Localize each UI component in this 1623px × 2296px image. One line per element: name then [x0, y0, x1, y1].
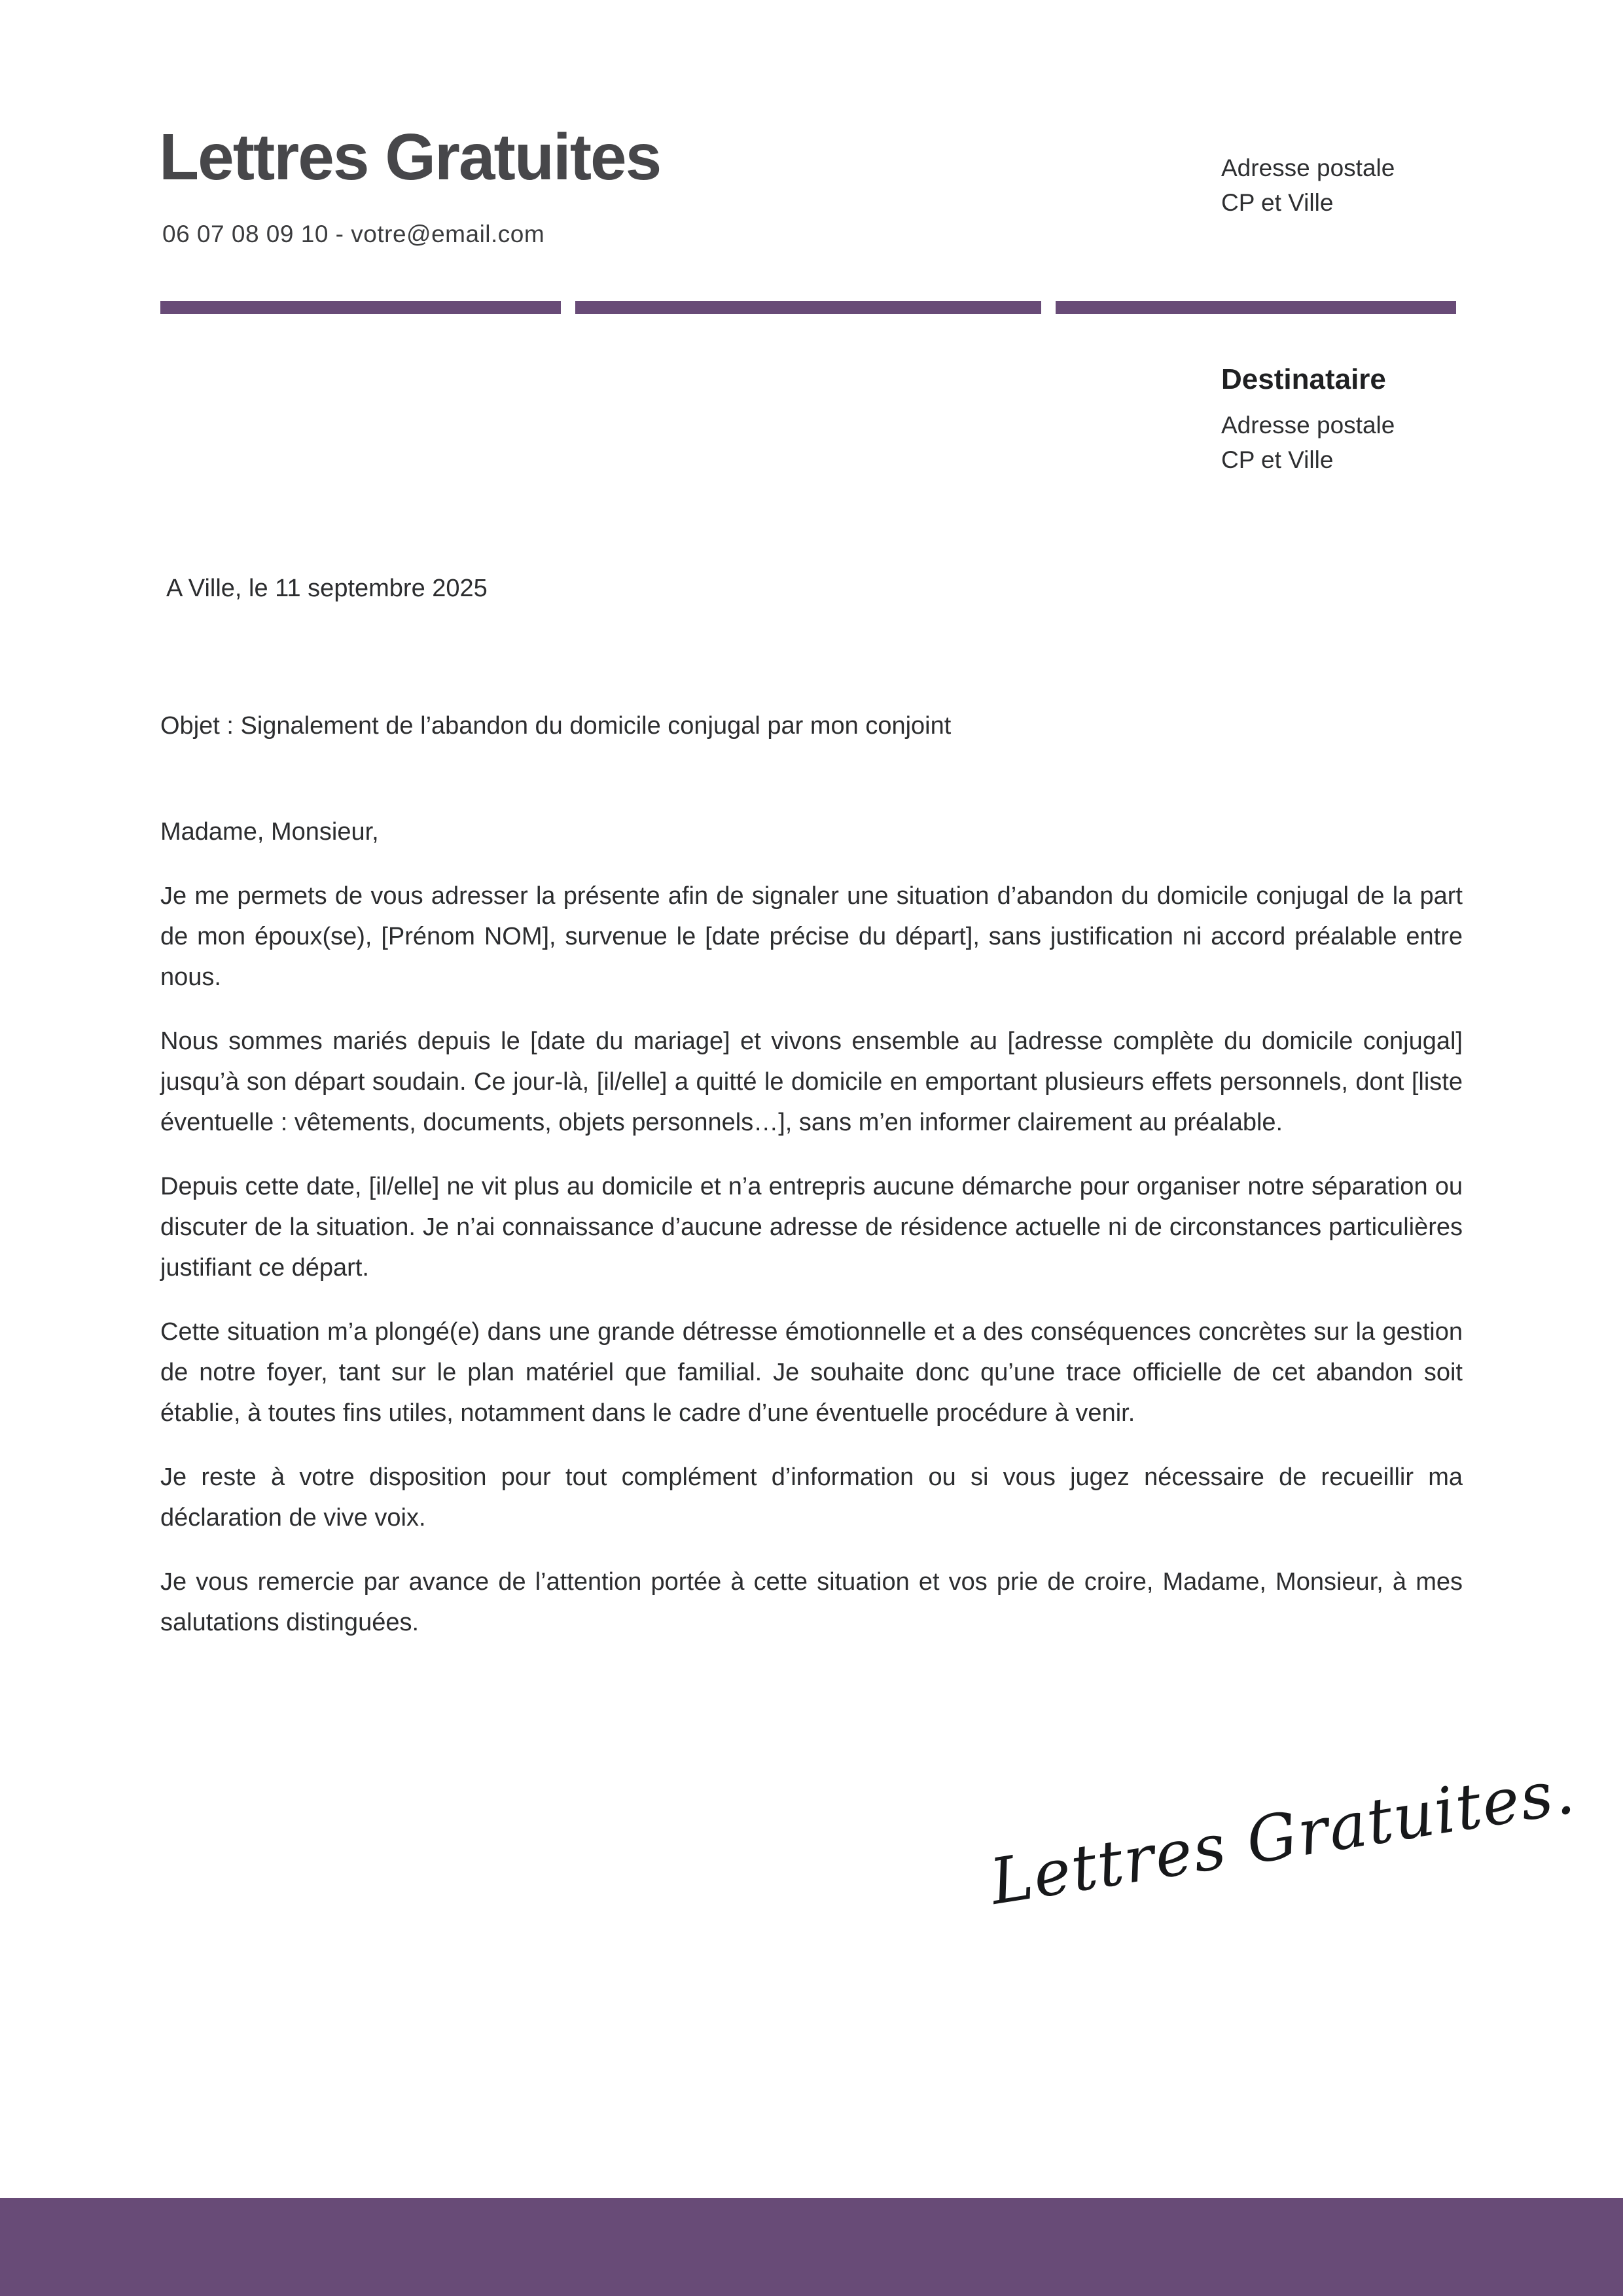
- recipient-heading: Destinataire: [1221, 363, 1386, 395]
- letter-body: [160, 812, 1463, 1666]
- body-paragraph: Je me permets de vous adresser la présente afin de signaler une situation d’abandon du domicile conjugal de la part de mon époux(se), [Prénom NOM], survenue le [date précise du départ], sans justification ni accord préalable entre nous.: [160, 882, 1463, 991]
- body-paragraph: Je vous remercie par avance de l’attention portée à cette situation et vos prie de croire, Madame, Monsieur, à mes salutations distinguées.: [160, 1568, 1463, 1636]
- divider-bar-1: [160, 301, 561, 314]
- header-divider: [160, 301, 1456, 314]
- divider-bar-3: [1056, 301, 1456, 314]
- footer-bar: [0, 2198, 1623, 2296]
- dateline: A Ville, le 11 septembre 2025: [166, 575, 488, 602]
- sender-address-line2: CP et Ville: [1221, 189, 1334, 216]
- recipient-address-line2: CP et Ville: [1221, 446, 1334, 473]
- body-paragraph: Nous sommes mariés depuis le [date du mariage] et vivons ensemble au [adresse complète du domicile conjugal] jusqu’à son départ soudain. Ce jour-là, [il/elle] a quitté le domicile en emportant plusieurs effets personnels, dont [liste éventuelle : vêtements, documents, objets personnels…], sans m’en informer clairement au préalable.: [160, 1028, 1463, 1136]
- recipient-block: [1221, 363, 1395, 477]
- sender-address-line1: Adresse postale: [1221, 154, 1395, 181]
- body-paragraph: Cette situation m’a plongé(e) dans une grande détresse émotionnelle et a des conséquences concrètes sur la gestion de notre foyer, tant sur le plan matériel que familial. Je souhaite donc qu’une trace officielle de cet abandon soit établie, à toutes fins utiles, notamment dans le cadre d’une éventuelle procédure à venir.: [160, 1318, 1463, 1427]
- sender-address-block: [1221, 151, 1395, 220]
- signature-script: Lettres Gratuites.: [985, 1754, 1580, 1919]
- brand-logo-text: Lettres Gratuites: [159, 120, 661, 194]
- body-paragraph: Depuis cette date, [il/elle] ne vit plus au domicile et n’a entrepris aucune démarche pour organiser notre séparation ou discuter de la situation. Je n’ai connaissance d’aucune adresse de résidence actuelle ni de circonstances particulières justifiant ce départ.: [160, 1173, 1463, 1282]
- divider-bar-2: [575, 301, 1041, 314]
- recipient-address-line1: Adresse postale: [1221, 412, 1395, 439]
- body-paragraph: Je reste à votre disposition pour tout complément d’information ou si vous jugez nécessaire de recueillir ma déclaration de vive voix.: [160, 1463, 1463, 1532]
- salutation: Madame, Monsieur,: [160, 818, 379, 846]
- brand-contact: 06 07 08 09 10 - votre@email.com: [162, 221, 545, 247]
- subject-line: Objet : Signalement de l’abandon du domicile conjugal par mon conjoint: [160, 712, 952, 740]
